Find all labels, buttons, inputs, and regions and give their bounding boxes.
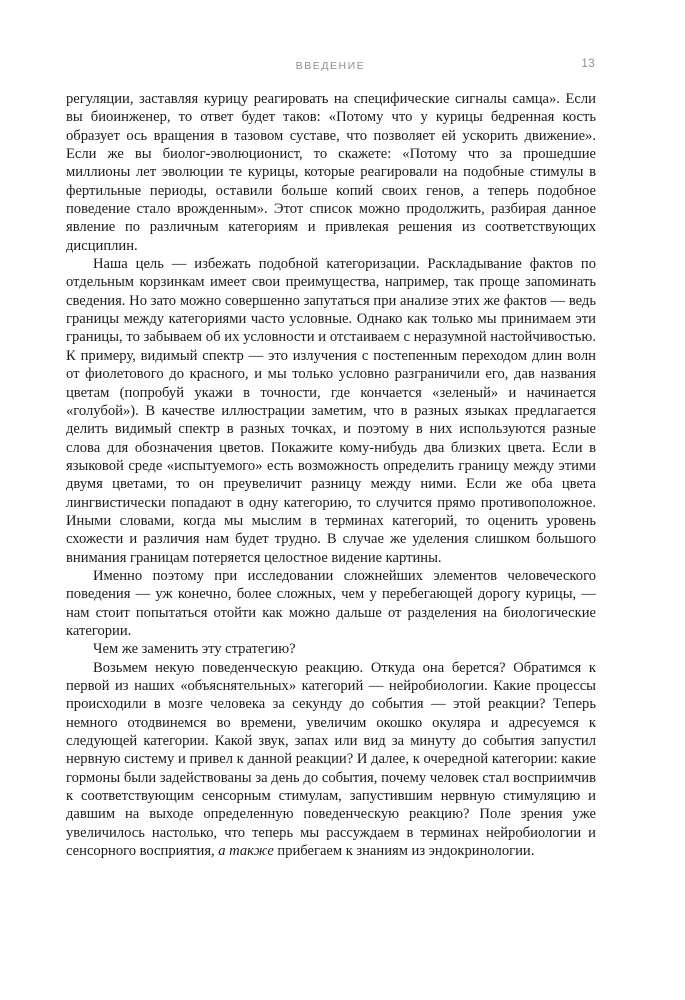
paragraph: Наша цель — избежать подобной категоризации. Раскладывание фактов по отдельным корзинкам имеет свои преимущества, например, так проще запоминать сведения. Но зато можно совершенно запутаться при анализе этих же фактов — ведь границы между категориями часто условные. Однако как только мы принимаем эти границы, то забываем об их условности и отстаиваем с неразумной настойчивостью. К примеру, видимый спектр — это излучения с постепенным переходом длин волн от фиолетового до красного, и мы только условно разграничили его, дав названия цветам (попробуй укажи в точности, где кончается «зеленый» и начинается «голубой»). В качестве иллюстрации заметим, что в разных языках предлагается делить видимый спектр в разных точках, и поэтому в них используются разные слова для обозначения цветов. Покажите кому-нибудь два близких цвета. Если в языковой среде «испытуемого» есть возможность определить границу между этими двумя цветами, то он преувеличит разницу между ними. Если же оба цвета лингвистически попадают в одну категорию, то случится прямо противоположное. Иными словами, когда мы мыслим в терминах категорий, то оценить уровень схожести и различия нам будет трудно. В случае же уделения слишком большого внимания границам потеряется целостное видение картины. <box>66 256 596 566</box>
running-head-chapter-title: ВВЕДЕНИЕ <box>295 60 366 72</box>
paragraph-with-emphasis <box>66 659 596 861</box>
paragraph-question: Чем же заменить эту стратегию? <box>93 641 296 658</box>
paragraph-continuation: регуляции, заставляя курицу реагировать на специфические сигналы самца». Если вы биоинженер, то ответ будет таков: «Потому что у курицы бедренная кость образует ось вращения в тазовом суставе, что позволяет ей ускорить движение». Если же вы биолог-эволюционист, то скажете: «Потому что за прошедшие миллионы лет эволюции те курицы, которые реагировали на подобные стимулы в фертильные периоды, оставили больше копий своих генов, а теперь подобное поведение стало врожденным». Этот список можно продолжить, разбирая данное явление по различным категориям и привлекая решения из соответствующих дисциплин. <box>66 91 596 254</box>
paragraph-text-segment: Возьмем некую поведенческую реакцию. Откуда она берется? Обратимся к первой из наших «объяснятельных» категорий — нейробиологии. Какие процессы происходили в мозге человека за секунду до события — этой реакции? Теперь немного отодвинемся во времени, увеличим окошко окуляра и адресуемся к следующей категории. Какой звук, запах или вид за минуту до события запустил нервную систему и привел к данной реакции? И далее, к очередной категории: какие гормоны были задействованы за день до события, почему человек стал восприимчив к соответствующим сенсорным стимулам, запустившим нервную стимуляцию и давшим на выходе определенную поведенческую реакцию? Поле зрения уже увеличилось настолько, что теперь мы рассуждаем в терминах нейробиологии и сенсорного восприятия, <box>66 659 596 860</box>
paragraph-text-segment: прибегаем к знаниям из эндокринологии. <box>273 843 535 860</box>
running-head <box>66 58 595 74</box>
page-number: 13 <box>581 58 595 70</box>
body-text-block <box>66 90 596 860</box>
emphasized-phrase: а также <box>218 843 274 860</box>
paragraph: Именно поэтому при исследовании сложнейших элементов человеческого поведения — уж конечно, более сложных, чем у перебегающей дорогу курицы, — нам стоит попытаться отойти как можно дальше от разделения на биологические категории. <box>66 567 596 639</box>
